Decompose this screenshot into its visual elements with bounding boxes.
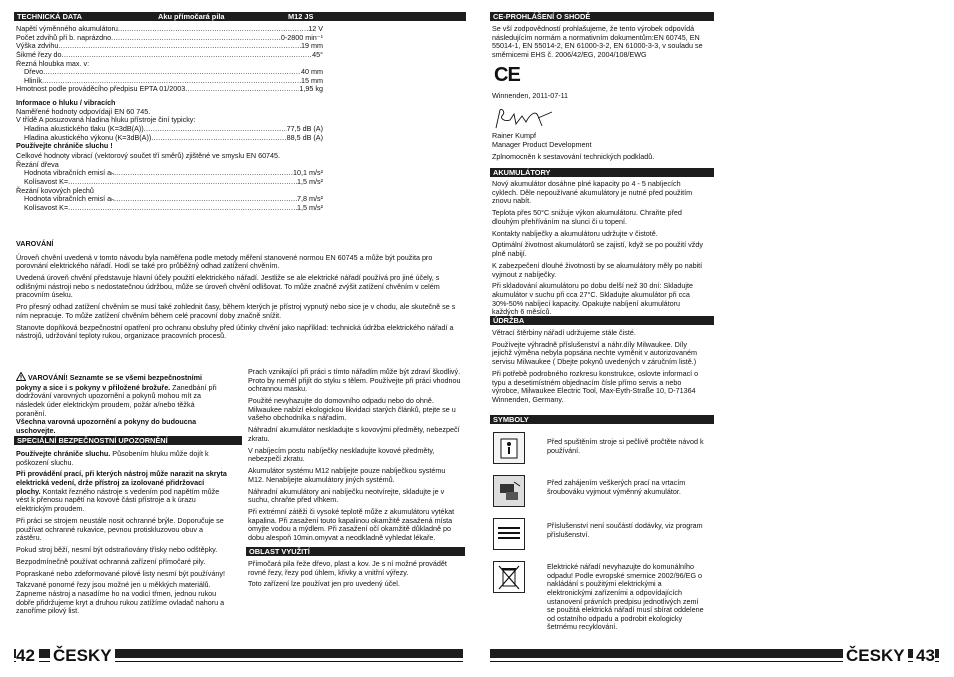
symbol-text: Před spuštěním stroje si pečlivě pročtěte návod k používání. — [547, 437, 704, 455]
ear-protection-note: Používejte chrániče sluchu ! — [16, 141, 113, 151]
safety-header: SPECIÁLNÍ BEZPEČNOSTNÍ UPOZORNĚNÍ — [14, 436, 242, 445]
warning-section — [16, 240, 464, 344]
ce-signer-name: Rainer Kumpf — [492, 131, 536, 141]
remove-battery-icon — [493, 475, 525, 507]
warning-paragraph: Úroveň chvění uvedená v tomto návodu byla naměřena podle metody měření stanovené normou EN 60745 a může být použita pro porovnání elektrického nářadí. Hodí se také pro průběžný odhad zatížení chvěním. — [16, 252, 433, 271]
spec-row: Řezná hloubka max. v: — [16, 59, 90, 68]
battery-section — [492, 180, 708, 320]
symbol-row — [493, 475, 707, 507]
vibration-row: Hodnota vibračních emisí aₕ ..... 7,8 m/s² — [16, 195, 323, 204]
safety-paragraph: Při práci se strojem neustále nosit ochranné brýle. Doporučuje se používat ochranné rukavice, pevnou protiskluzovou obuv a zástěru. — [16, 515, 224, 543]
vibration-group-metal-title: Řezání kovových plechů — [16, 185, 94, 195]
model-name: M12 JS — [288, 12, 314, 21]
left-page-number: 42 — [16, 646, 39, 666]
col2-paragraph: Prach vznikající při práci s tímto nářadím může být zdraví škodlivý. Proto by neměl přijít do styku s tělem. Používejte při práci vhodnou ochrannou masku. — [248, 367, 461, 394]
usage-section — [248, 560, 462, 592]
battery-paragraph: K zabezpečení dlouhé životnosti by se akumulátory měly po nabití vyjmout z nabíječky. — [492, 260, 703, 279]
noise-title: Informace o hluku / vibracích — [16, 98, 116, 107]
accessory-icon — [493, 518, 525, 550]
symbol-text: Elektrické nářadí nevyhazujte do komunálního odpadu! Podle evropské smernice 2002/96/EG o nakládání s použitými elektrickými a elektronickými zařízeními a odpovídajících ustanovení právních predpisu jednotlivých zemí se použitá elektrická nářadí musí sbírat oddelene od ostatního odpadu a podrobit ekologicky šetrnému recyklování. — [547, 562, 704, 632]
symbol-text: Příslušenství není součástí dodávky, viz program příslušenství. — [547, 521, 703, 539]
col2-paragraph: Náhradní akumulátor neskladujte s kovovými předměty, nebezpečí zkratu. — [248, 425, 460, 443]
ce-section — [492, 25, 710, 161]
caution-block — [16, 372, 225, 439]
vibration-section — [16, 152, 323, 212]
usage-header: OBLAST VYUŽITÍ — [246, 547, 465, 556]
safety-paragraph: Popraskané nebo zdeformované pilové listy nesmí být používány! — [16, 568, 225, 578]
caution-text: Zanedbání při dodržování varovných upozornění a pokynů mohou mít za následek úder elektrickým proudem, požár a/nebo těžká poranění. — [16, 382, 217, 418]
caution-bold: VAROVÁNÍ! Seznamte se se všemi bezpečnostními pokyny a sice i s pokyny v přiložené brožuře. — [16, 373, 203, 392]
warning-paragraph: Uvedená úroveň chvění představuje hlavní účely použití elektrického nářadí. Jestliže se ale elektrické nářadí používá pro jiné účely, s odlišnými nástroji nebo s nedostatečnou údržbou, může se úroveň chvění odlišovat. To může značně zvýšit zatížení chvěním v celém pracovním úseku. — [16, 273, 440, 300]
warning-paragraph: Pro přesný odhad zatížení chvěním se musí také zohlednit časy, během kterých je přístroj vypnutý nebo sice je v chodu, ale skutečně se s ním nepracuje. To může zatížení chvěním během celé pracovní doby značně snížit. — [16, 302, 456, 320]
right-language: ČESKY — [843, 646, 908, 666]
noise-line-2: V třídě A posuzovaná hladina hluku přístroje činí typicky: — [16, 115, 196, 125]
usage-paragraph: Toto zařízení lze používat jen pro uvedený účel. — [248, 579, 400, 589]
ce-date: Winnenden, 2011-07-11 — [492, 90, 569, 100]
maintenance-header: ÚDRŽBA — [490, 316, 714, 325]
battery-header: AKUMULÁTORY — [490, 168, 714, 177]
ce-header: CE-PROHLÁŠENÍ O SHODĚ — [490, 12, 714, 21]
vibration-row: Kolísavost K= ..... 1,5 m/s² — [16, 178, 323, 187]
battery-paragraph: Kontakty nabíječky a akumulátoru udržujte v čistotě. — [492, 228, 658, 238]
spec-list — [16, 25, 323, 94]
safety-section — [16, 450, 228, 619]
spec-row: Výška zdvihu ..... 19 mm — [16, 42, 323, 51]
col2-paragraph: Akumulátor systému M12 nabíjejte pouze nabíječkou systému M12. Nenabíjejte akumulátory jiných systémů. — [248, 466, 446, 484]
ce-mark: CE — [494, 63, 520, 86]
ce-text: Se vší zodpovědností prohlašujeme, že tento výrobek odpovídá následujícím normám a normativním dokumentům:EN 60745, EN 55014-1, EN 55014-2, EN 61000-3-2, EN 61000-3-3, v souladu se směrnicemi EHS č. 2006/42/EG, 2004/108/EWG — [492, 24, 703, 59]
battery-paragraph: Teplota přes 50°C snižuje výkon akumulátoru. Chraňte před dlouhým přehříváním na slunci či u topení. — [492, 208, 682, 226]
safety-p2-bold: Při provádění prací, při kterých nástroj může narazit na skryta elektrická vedení, drže přístroj za izolované přidržovací plochy. — [16, 469, 227, 496]
battery-safety-section — [248, 368, 462, 546]
vibration-group-wood-title: Řezání dřeva — [16, 159, 59, 169]
left-language: ČESKY — [50, 646, 115, 666]
warning-paragraph: Stanovte dopňková bezpečnostní opatření pro ochranu obsluhy před účinky chvění jako například: technická údržba elektrického nářadí a nástrojů, udržování teploty rukou, organizace pracovních procesů. — [16, 322, 454, 341]
battery-paragraph: Nový akumulátor dosáhne plné kapacity po 4 - 5 nabíjecích cyklech. Děle nepoužívané akumulátory je nutné před použitím znovu nabít. — [492, 179, 693, 206]
safety-p2-text: Kontakt řezného nástroje s vedením pod napětím může vést k přenosu napětí na kovové části přístroje a k úrazu elektrickým proudem. — [16, 486, 220, 514]
product-name: Aku přímočará pila — [158, 12, 225, 21]
read-manual-icon — [493, 432, 525, 464]
usage-paragraph: Přímočará pila řeže dřevo, plast a kov. Je s ní možné provádět rovné řezy, řezy pod úhlem, křivky a vnitřní výřezy. — [248, 559, 447, 577]
col2-paragraph: Při extrémní zátěži či vysoké teplotě může z akumulátoru vytékat kapalina. Při zasažení touto kapalinou okamžitě zasažená místa omyjte vodou a mýdlem. Při zasažení očí okamžitě důkladně po dobu alespoň 10min.omyvat a neodkladně vyhledat lékaře. — [248, 507, 455, 543]
safety-paragraph: Bezpodmínečně používat ochranná zařízení přímočaré pily. — [16, 556, 206, 566]
maintenance-paragraph: Větrací štěrbiny nářadí udržujeme stále čisté. — [492, 328, 636, 337]
tech-data-label: TECHNICKÁ DATA — [17, 12, 83, 21]
noise-line-1: Naměřené hodnoty odpovídají EN 60 745. — [16, 106, 151, 116]
ce-signer-role: Manager Product Development — [492, 139, 592, 149]
safety-p1-text: Působením hluku může dojít k poškození sluchu. — [16, 449, 209, 467]
vibration-row: Kolísavost K= ..... 1,5 m/s² — [16, 204, 323, 213]
battery-paragraph: Při skladování akumulátoru po dobu delší než 30 dní: Skladujte akumulátor v suchu při cca 27°C. Skladujte akumulátor při cca 30%-50% nabíjecí kapacity. Opakujte nabíjení akumulátoru každých 6 měsíců. — [492, 281, 693, 317]
noise-section — [16, 99, 323, 151]
vibration-intro: Celkové hodnoty vibrací (vektorový součet tří směrů) zjištěné ve smyslu EN 60745. — [16, 151, 281, 160]
vibration-row: Hodnota vibračních emisí aₕ ..... 10,1 m/s² — [16, 169, 323, 178]
safety-p1-bold: Používejte chrániče sluchu. — [16, 449, 111, 458]
signature — [492, 106, 710, 132]
symbol-row — [493, 432, 707, 464]
maintenance-paragraph: Při potřebě podrobného rozkresu konstrukce, oslovte informací o typu a desetimístném objednacím čísle přímo servis a nebo výrobce, Milwaukee Electric Tool, Max-Eyth-Straße 10, D-71364 Winnenden, Germany. — [492, 368, 699, 404]
battery-paragraph: Optimální životnost akumulátorů se zajistí, když se po použití vždy plně nabijí. — [492, 240, 703, 259]
weee-bin-icon — [493, 561, 525, 593]
safety-paragraph: Pokud stroj běží, nesmí být odstraňovány třísky nebo odštěpky. — [16, 544, 218, 554]
symbol-text: Před zahájením veškerých prací na vrtacím šroubováku vyjmout výměnný akumulátor. — [547, 478, 686, 496]
col2-paragraph: V nabíjecím postu nabíječky neskladujte kovové předměty, nebezpečí zkratu. — [248, 445, 435, 464]
caution-keep: Všechna varovná upozornění a pokyny do budoucna uschovejte. — [16, 417, 197, 435]
col2-paragraph: Použité nevyhazujte do domovního odpadu nebo do ohně. Milwaukee nabízí ekologickou likvidaci starých článků, ptejte se u vašeho obchodníka s nářadím. — [248, 396, 456, 423]
spec-row: Počet zdvihů při b. naprázdno ..... 0-2800 min⁻¹ — [16, 34, 323, 43]
symbols-header: SYMBOLY — [490, 415, 714, 424]
maintenance-section — [492, 329, 708, 408]
spec-row: Dřevo ..... 40 mm — [16, 68, 323, 77]
maintenance-paragraph: Používejte výhradně příslušenství a náhr.díly Milwaukee. Díly jejichž výměna nebyla popsána nechte vyměnit v autorizovaném servisu Milwaukee ( Dbejte pokynů uvedených v záručním listě.) — [492, 339, 697, 367]
noise-power-row: Hladina akustického výkonu (K=3dB(A)) ..... 88,5 dB (A) — [16, 134, 323, 143]
col2-paragraph: Náhradní akumulátory ani nabíječku neotvírejte, skladujte je v suchu, chraňte před vlhkem. — [248, 486, 445, 505]
spec-row: Hmotnost podle prováděcího předpisu EPTA 01/2003 ..... 1,95 kg — [16, 85, 323, 94]
safety-paragraph: Takzvané ponorné řezy jsou možné jen u měkkých materiálů. Zapneme nástroj a nasadíme ho na vodicí třmen, jednou rukou dobře přidržujeme kryt a druhou rukou zatížíme ovladač nahoru a zanoříme pilový list. — [16, 580, 225, 616]
warning-title: VAROVÁNÍ — [16, 239, 54, 248]
spec-row: Napětí výměnného akumulátoru ..... 12 V — [16, 25, 323, 34]
tech-data-header — [14, 12, 466, 21]
symbol-row — [493, 518, 707, 550]
spec-row: Šikmé řezy do ..... 45° — [16, 51, 323, 60]
spec-row: Hliník ..... 15 mm — [16, 77, 323, 86]
symbol-row — [493, 561, 707, 632]
ce-authorization: Zplnomocněn k sestavování technických podkladů. — [492, 151, 655, 161]
noise-pressure-row: Hladina akustického tlaku (K=3dB(A)) ..... 77,5 dB (A) — [16, 125, 323, 134]
right-page-number: 43 — [913, 646, 935, 666]
